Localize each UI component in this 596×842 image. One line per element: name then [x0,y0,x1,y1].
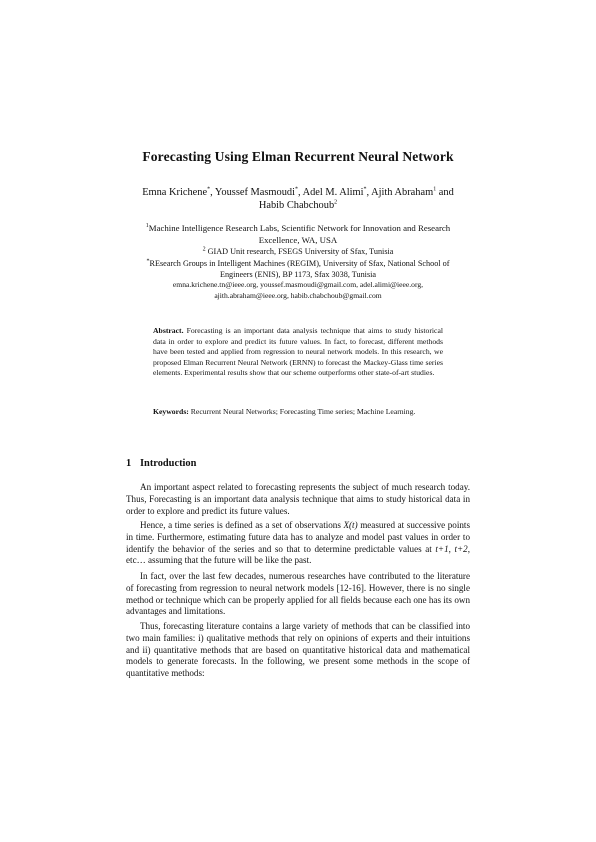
body-paragraph: In fact, over the last few decades, numerous researches have contributed to the literature of forecasting from regression to neural network models [12-16]. However, there is no single method or technique which can be properly applied for all fields because each one has its own advantages and limitations. [126,571,470,617]
affiliation-mark: * [146,258,150,265]
paragraph-text: , [448,543,455,554]
section-heading [126,458,196,469]
keywords [153,407,443,418]
affiliation-1 [130,222,466,246]
author-affiliation-mark: * [207,186,211,193]
body-paragraph: Thus, forecasting literature contains a large variety of methods that can be classified into two main families: i) qualitative methods that rely on opinions of experts and their intuitions and ii) quantitative methods that are based on quantitative historical data and mathematical models to generate forecasts. In the following, we present some methods in the scope of quantitative methods: [126,621,470,679]
abstract-label: Abstract. [153,326,184,335]
author-name: , Youssef Masmoudi [210,187,295,198]
email-line: ajith.abraham@ieee.org, habib.chabchoub@gmail.com [214,291,382,300]
affiliation-3 [130,258,466,280]
affiliation-mark: 1 [145,223,149,230]
keywords-label: Keywords: [153,407,189,416]
author-name: and Habib Chabchoub [258,187,454,211]
author-name: , Adel M. Alimi [297,187,364,198]
math-variable: t+2 [454,543,468,554]
author-affiliation-mark: * [294,186,298,193]
math-variable: t+1 [435,543,449,554]
author-affiliation-mark: 2 [334,199,338,206]
abstract-text: Forecasting is an important data analysis technique that aims to study historical data in order to explore and predict its future values. In fact, to forecast, different methods have been tested and applied from regression to neural network models. In this research, we proposed Elman Recurrent Neural Network (ERNN) to forecast the Mackey-Glass time series elements. Experimental results show that our scheme outperforms other state-of-art studies. [153,326,443,378]
affiliation-text: GIAD Unit research, FSEGS University of Sfax, Tunisia [205,247,394,256]
affiliation-2 [130,246,466,257]
affiliation-mark: 2 [202,246,206,253]
author-list [130,186,466,212]
email-line: emna.krichene.tn@ieee.org, youssef.masmoudi@gmail.com, adel.alimi@ieee.org, [172,280,424,289]
author-affiliation-mark: 1 [433,186,437,193]
section-number: 1 [126,458,132,469]
abstract [153,326,443,379]
paragraph-text: Hence, a time series is defined as a set of observations [140,520,344,530]
affiliation-text: REsearch Groups in Intelligent Machines (REGIM), University of Sfax, National School of Engineers (ENIS), BP 1173, Sfax 3038, Tunisia [149,259,450,279]
paragraph-text: , etc… assuming that the future will be like the past. [126,543,470,566]
affiliation-text: Machine Intelligence Research Labs, Scientific Network for Innovation and Research Excellence, WA, USA [148,223,451,245]
body-paragraph: An important aspect related to forecasting represents the subject of much research today. Thus, Forecasting is an important data analysis technique that aims to study historical data in order to explore and predict its future values. [126,482,470,516]
paper-title: Forecasting Using Elman Recurrent Neural Network [142,149,454,164]
author-name: , Ajith Abraham [366,187,434,198]
keywords-text: Recurrent Neural Networks; Forecasting Time series; Machine Learning. [188,407,416,416]
author-name: Emna Krichene [142,187,208,198]
author-affiliation-mark: * [363,186,367,193]
body-paragraph [126,520,470,567]
author-emails [130,279,466,301]
math-variable: X(t) [343,520,358,530]
section-title: Introduction [140,458,197,469]
paragraph-text: measured at successive points in time. Furthermore, estimating future data has to analyze and model past values in order to identify the behavior of the series and so that to determine predictable values at [126,520,470,554]
